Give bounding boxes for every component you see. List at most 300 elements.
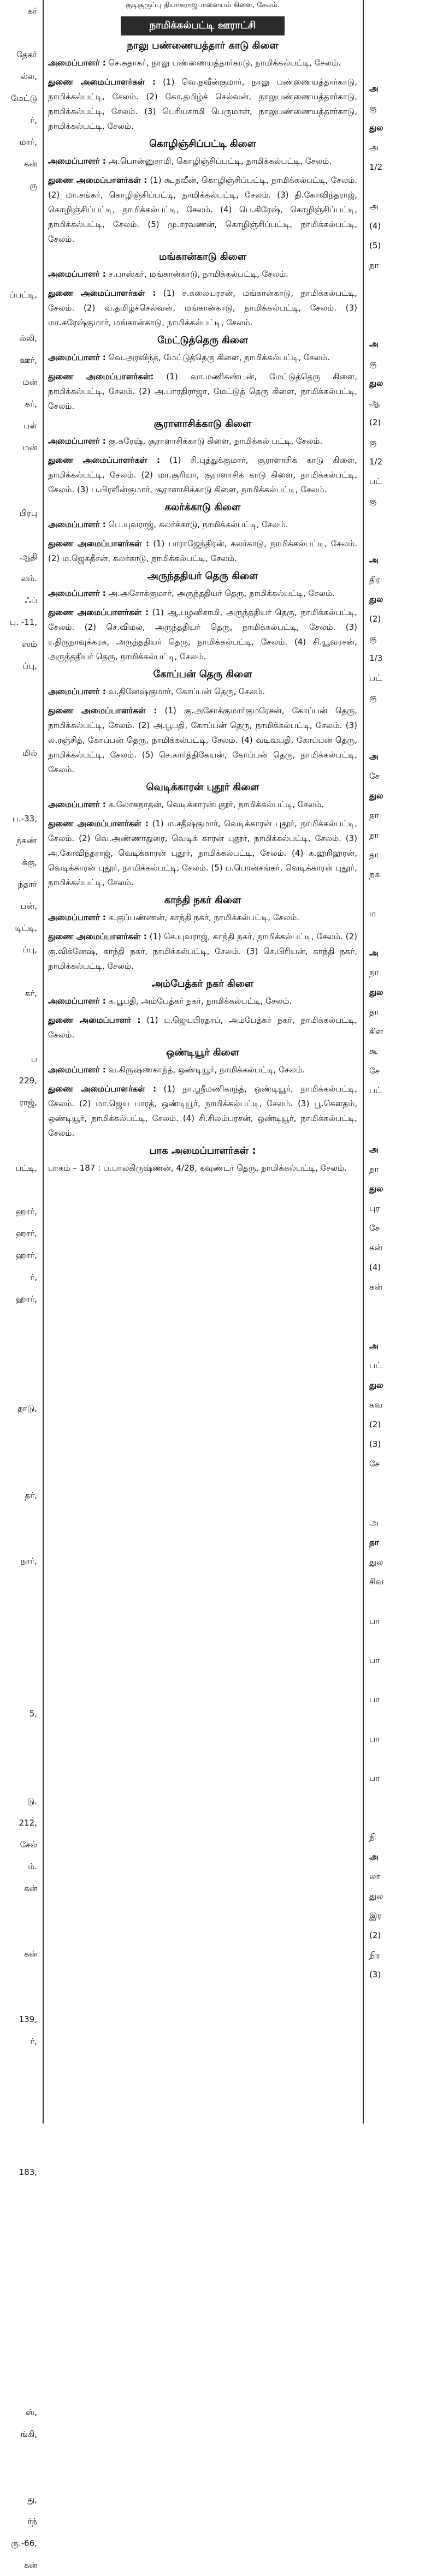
right-fragment: அ <box>369 1518 379 1528</box>
deputies-label: துணை அமைப்பாளர்கள் : <box>48 607 149 617</box>
right-fragment: துல <box>369 1891 383 1901</box>
left-fragment: ஊர், <box>20 355 37 365</box>
right-fragment: சே <box>369 771 380 781</box>
secretary-value: கு.சுரேஷ், சூராளாசிக்காடு கிளை, நாமிக்கல் பட்டி, சேலம். <box>108 436 323 446</box>
left-fragment <box>0 1463 40 1484</box>
branch-section <box>48 669 357 777</box>
right-fragment: கு <box>369 437 377 447</box>
deputies-label: துணை அமைப்பாளர்கள் : <box>48 288 156 298</box>
right-fragment: (4) <box>369 221 381 231</box>
right-fragment: அ <box>369 142 379 152</box>
left-fragment <box>0 2292 40 2314</box>
left-fragment: ஸ், <box>26 2407 37 2417</box>
left-fragment: 139, <box>19 2014 37 2024</box>
deputies-value: (1) வா.மணிகண்டன், மேட்டுத்தெரு கிளை, நாமிக்கல்பட்டி, சேலம். (2) அ.பாரதிராஜா, மேட்டுத் தெரு கிளை, நாமிக்கல்பட்டி, சேலம். <box>48 372 357 411</box>
right-fragment: சே <box>369 1066 380 1076</box>
left-fragment <box>0 1681 40 1703</box>
right-column-divider <box>363 0 364 2124</box>
branch-deputies <box>48 369 357 414</box>
right-fragment: கவ <box>369 1400 382 1410</box>
right-column-fragments <box>366 0 437 2124</box>
left-fragment <box>0 2052 40 2074</box>
branch-section <box>48 138 357 247</box>
right-fragment: நக <box>369 869 380 879</box>
left-fragment: பு. -11, <box>10 617 37 627</box>
branch-deputies <box>48 173 357 247</box>
branch-section <box>48 782 357 890</box>
right-fragment <box>366 39 437 59</box>
left-fragment <box>0 2118 40 2139</box>
branch-title: ஒண்டியூர் கிளை <box>166 1047 239 1058</box>
secretary-value: க.பூபதி, அம்பேத்கர் நகர், நாமிக்கல்பட்டி, சேலம். <box>108 996 292 1006</box>
left-fragment <box>0 1899 40 1921</box>
branch-section <box>48 978 357 1042</box>
right-fragment: அ <box>369 1852 379 1862</box>
left-fragment: ஹார், <box>16 1250 37 1260</box>
branch-deputies <box>48 453 357 497</box>
right-fragment: சே <box>369 1223 380 1233</box>
deputies-value: (1) பாராஜேந்திரன், கலர்காடு, நாமிக்கல்பட்டி, சேலம். (2) ம.ஜெகதீசன், கலர்காடு, நாமிக்கல்பட்டி, சேலம். <box>48 539 357 563</box>
right-fragment: துல <box>369 987 383 997</box>
main-column <box>48 0 357 1176</box>
right-fragment: பா <box>369 1655 380 1665</box>
right-fragment: தா <box>369 1007 379 1017</box>
left-fragment: பள் <box>23 421 37 431</box>
right-fragment <box>366 1120 437 1140</box>
left-fragment <box>0 1987 40 2008</box>
left-fragment: பன், <box>20 901 37 911</box>
right-fragment <box>366 1591 437 1611</box>
right-fragment <box>366 1316 437 1336</box>
branch-deputies <box>48 1082 357 1141</box>
right-fragment: ஆ <box>369 398 380 408</box>
deputies-label: துணை அமைப்பாளர்கள் : <box>48 1084 156 1094</box>
right-fragment <box>366 275 437 295</box>
left-fragment <box>0 1746 40 1768</box>
branch-title: மங்கான்காடு கிளை <box>159 251 246 263</box>
right-fragment: (2) <box>369 418 381 427</box>
right-fragment: துல <box>369 123 383 133</box>
left-column-fragments <box>0 0 40 2570</box>
right-fragment: பா <box>369 1734 380 1744</box>
deputies-label: துணை அமைப்பாளர்கள் : <box>48 175 147 185</box>
left-fragment <box>0 720 40 742</box>
left-fragment: ராஜ், <box>19 1098 37 1107</box>
right-fragment: அ <box>369 752 379 761</box>
left-fragment: ந்கண் <box>16 836 37 845</box>
left-fragment <box>0 1921 40 1943</box>
right-fragment: துல <box>369 1557 383 1567</box>
left-fragment: 229, <box>19 1076 37 1086</box>
left-fragment <box>0 2314 40 2336</box>
left-fragment: ப <box>31 1054 37 1064</box>
deputies-label: துணை அமைப்பாளர் : <box>48 1015 141 1025</box>
right-fragment: அ <box>369 948 379 958</box>
left-fragment <box>0 1615 40 1637</box>
branch-sections <box>48 40 357 1141</box>
left-fragment <box>0 1026 40 1048</box>
secretary-label: அமைப்பாளர் : <box>48 58 106 68</box>
secretary-value: வெ.அரவிந்த், மேட்டுத்தெரு கிளை, நாமிக்கல்பட்டி, சேலம். <box>108 353 330 362</box>
left-fragment: கர், <box>25 988 37 998</box>
branch-secretary <box>48 350 357 365</box>
branch-secretary <box>48 586 357 601</box>
right-fragment <box>366 1631 437 1650</box>
right-fragment <box>366 314 437 334</box>
secretary-label: அமைப்பாளர் : <box>48 687 106 696</box>
deputies-value: (1) ம.சதீஷ்குமார், வெடிக்காரன் புதூர், நாமிக்கல்பட்டி, சேலம். (2) வெ.அண்ணாதுரை, வெடிக் காரன் புதூர், நாமிக்கல்பட்டி, சேலம். (3) அ.கோவிந்தராஜ், வெடிக்காரன் புதூர், நாமிக்கல்பட்டி, சேலம். (4) க.ஹரிஹரன், வெடிக்காரன் புதூர், நாமிக்கல்பட்டி, சேலம். (5) ப.பொன்சங்கர், வெடிக்காரன் புதூர், நாமிக்கல்பட்டி, சேலம். <box>48 819 357 887</box>
right-fragment: பட் <box>369 1086 382 1095</box>
left-fragment: ரு <box>29 181 37 190</box>
deputies-value: (1) கூ.நவீன், கொழிஞ்சிப்பட்டி, நாமிக்கல்பட்டி, சேலம். (2) மா.சங்கர், கொழிஞ்சிப்பட்டி, நாமிக்கல்பட்டி, சேலம். (3) தி.கோவிந்தராஜ், கொழிஞ்சிப்பட்டி, நாமிக்கல்பட்டி, சேலம். (4) பெ.கிரேஷ், கொழிஞ்சிப்பட்டி, நாமிக்கல்பட்டி, சேலம். (5) மு.சரவணன், கொழிஞ்சிப்பட்டி, நாமிக்கல்பட்டி, சேலம். <box>48 175 357 244</box>
right-fragment: அ <box>369 339 379 349</box>
branch-title: கொழிஞ்சிப்பட்டி கிளை <box>149 138 256 150</box>
left-fragment: கன் <box>23 1883 37 1893</box>
deputies-label: துணை அமைப்பாளர்கள் : <box>48 77 156 87</box>
left-fragment <box>0 306 40 327</box>
left-fragment: ங்கி, <box>20 2429 37 2439</box>
secretary-label: அமைப்பாளர் : <box>48 913 106 922</box>
left-fragment: ர், <box>30 115 37 125</box>
right-fragment: கு <box>369 693 377 702</box>
secretary-value: க.குப்பண்ணன், காந்தி நகர், நாமிக்கல்பட்டி, சேலம். <box>108 913 300 922</box>
left-fragment: 5, <box>29 1709 37 1719</box>
left-fragment: ஹார், <box>16 1294 37 1304</box>
right-fragment: கன் <box>369 1282 383 1292</box>
branch-deputies <box>48 286 357 330</box>
left-fragment <box>0 699 40 720</box>
right-fragment: பட் <box>369 476 382 486</box>
left-fragment <box>0 2380 40 2401</box>
right-fragment: கு <box>369 496 377 506</box>
right-fragment: துல <box>369 378 383 388</box>
right-fragment <box>366 1474 437 1493</box>
left-fragment: ந்தார் <box>17 879 37 889</box>
left-fragment <box>0 218 40 240</box>
left-fragment <box>0 2096 40 2118</box>
left-fragment <box>0 1113 40 1135</box>
branch-secretary <box>48 994 357 1009</box>
deputies-value: (1) ஆ.பழனிசாமி, அருந்ததியர் தெரு, நாமிக்கல்பட்டி, சேலம். (2) செ.விமல், அருந்ததியர் தெரு, நாமிக்கல்பட்டி, சேலம். (3) ர.திருநாவுக்கரசு, அருந்ததியர் தெரு, நாமிக்கல்பட்டி, சேலம். (4) சி.யூவரசன், அருந்ததியர் தெரு, நாமிக்கல்பட்டி, சேலம். <box>48 607 357 661</box>
left-fragment: கர் <box>27 6 37 16</box>
branch-section <box>48 1047 357 1141</box>
left-fragment: கன் <box>23 1949 37 1959</box>
right-fragment: நா <box>369 1164 379 1174</box>
right-fragment: நிர <box>369 1950 381 1960</box>
branch-deputies <box>48 929 357 974</box>
right-fragment <box>366 1788 437 1808</box>
left-fragment: ஃப் <box>25 595 37 605</box>
branch-section <box>48 335 357 414</box>
left-fragment: மேட்டு <box>10 93 37 103</box>
branch-secretary <box>48 434 357 449</box>
left-fragment <box>0 2445 40 2467</box>
right-fragment <box>366 1100 437 1120</box>
right-fragment <box>366 0 437 20</box>
left-fragment <box>0 1179 40 1201</box>
right-fragment <box>366 177 437 196</box>
left-fragment: 183, <box>19 2167 37 2177</box>
left-fragment <box>0 22 40 44</box>
left-fragment <box>0 1506 40 1528</box>
right-fragment: பா <box>369 1695 380 1704</box>
right-fragment: பட் <box>369 673 382 683</box>
left-fragment <box>0 240 40 262</box>
left-fragment <box>0 961 40 982</box>
right-fragment: (4) <box>369 1262 381 1272</box>
left-fragment: கர், <box>25 399 37 409</box>
left-fragment: ம். <box>28 1862 37 1871</box>
left-fragment: லம். <box>21 574 37 583</box>
left-fragment: நார், <box>20 1556 37 1566</box>
right-fragment: கன் <box>369 1243 383 1253</box>
deputies-label: துணை அமைப்பாளர்கள் : <box>48 706 157 715</box>
branch-section <box>48 895 357 974</box>
left-fragment <box>0 1135 40 1157</box>
branch-deputies <box>48 75 357 134</box>
branch-deputies <box>48 1013 357 1042</box>
right-fragment: 1/3 <box>369 653 383 663</box>
deputies-value: (1) கு.அசோக்குமார்குமரேசன், கோப்பன் தெரு, நாமிக்கல்பட்டி, சேலம். (2) அ.பூபதி, கோப்பன் தெரு, நாமிக்கல்பட்டி, சேலம். (3) ல.ரஞ்சித், கோப்பன் தெரு, நாமிக்கல்பட்டி, சேலம். (4) வடிவபதி, கோப்பன் தெரு, நாமிக்கல்பட்டி, சேலம். (5) செ.கார்த்திகேயன், கோப்பன் தெரு, நாமிக்கல்பட்டி, சேலம். <box>48 706 357 774</box>
secretary-value: ச.பாஸ்கர், மங்கான்காடு, நாமிக்கல்பட்டி, சேலம். <box>108 269 288 279</box>
branch-secretary <box>48 684 357 699</box>
right-fragment: துல <box>369 1380 383 1390</box>
secretary-value: வ.தினேஷ்குமார், கோப்பன் தெரு, சேலம். <box>108 687 265 696</box>
right-fragment <box>366 59 437 79</box>
branch-section <box>48 570 357 664</box>
left-fragment <box>0 1572 40 1594</box>
left-fragment: தர், <box>25 1490 37 1500</box>
branch-secretary <box>48 267 357 282</box>
left-fragment <box>0 764 40 786</box>
right-fragment: அ <box>369 555 379 565</box>
right-fragment: ம <box>369 909 376 919</box>
left-column-divider <box>43 0 44 2124</box>
left-fragment: மார், <box>19 137 37 147</box>
secretary-value: வ.கிருஷ்ணகாந்த், ஒண்டியூர், நாமிக்கல்பட்டி, சேலம். <box>108 1065 305 1075</box>
left-fragment <box>0 262 40 284</box>
right-fragment <box>366 1493 437 1513</box>
left-fragment <box>0 1725 40 1746</box>
branch-secretary <box>48 797 357 812</box>
branch-section <box>48 418 357 497</box>
right-fragment: அ <box>369 1341 379 1351</box>
right-fragment <box>366 1670 437 1690</box>
right-fragment: சே <box>369 1459 380 1469</box>
right-fragment <box>366 530 437 550</box>
right-fragment: நா <box>369 260 379 270</box>
left-fragment: ஆதி <box>20 552 37 562</box>
left-fragment <box>0 1419 40 1441</box>
branch-secretary <box>48 1063 357 1077</box>
booth-organizer-line: பாகம் – 187 : ப.பாலகிருஷ்ணன், 4/28, கவுண்டர் தெரு, நாமிக்கல்பட்டி, சேலம். <box>48 1163 347 1173</box>
secretary-label: அமைப்பாளர் : <box>48 1065 106 1075</box>
left-fragment <box>0 524 40 546</box>
right-fragment: தா <box>369 850 379 860</box>
left-fragment <box>0 2249 40 2270</box>
left-fragment <box>0 2183 40 2205</box>
top-carryover-text: குடிசூருப்பு தியாகராஜபாளையம் கிளை, சேலம். <box>125 1 280 9</box>
left-fragment <box>0 2139 40 2161</box>
left-fragment: ஸம் <box>21 639 37 649</box>
left-fragment: 212, <box>19 1818 37 1828</box>
left-fragment: ர்ந் <box>27 2517 37 2526</box>
left-fragment: மன் <box>22 443 37 452</box>
right-fragment <box>366 884 437 904</box>
right-fragment <box>366 20 437 39</box>
left-fragment <box>0 196 40 218</box>
branch-title: காந்தி நகர் கிளை <box>164 895 241 906</box>
right-fragment: கிள <box>369 1027 383 1036</box>
left-fragment: தாடு, <box>17 1403 37 1413</box>
right-fragment: துல <box>369 791 383 801</box>
right-fragment: 1/2 <box>369 457 383 467</box>
branch-secretary <box>48 517 357 532</box>
secretary-value: அ.அசோக்குமார், அருந்ததியர் தெரு, நாமிக்கல்பட்டி, சேலம். <box>108 588 335 598</box>
right-fragment: புர <box>369 1203 380 1213</box>
right-fragment <box>366 1297 437 1316</box>
left-fragment: பட்டி, <box>15 1163 37 1173</box>
left-fragment: ரு.-66, <box>11 2538 37 2548</box>
right-fragment <box>366 1749 437 1768</box>
left-fragment <box>0 1004 40 1026</box>
left-fragment: சேல் <box>20 1840 37 1850</box>
right-fragment: லா <box>369 1871 381 1881</box>
branch-title: கோப்பன் தெரு கிளை <box>153 669 252 680</box>
branch-secretary <box>48 910 357 925</box>
right-fragment: (2) <box>369 1420 381 1429</box>
right-fragment: அ <box>369 84 379 93</box>
left-fragment: பிரபு <box>19 508 37 518</box>
left-fragment: து, <box>27 2495 37 2505</box>
branch-secretary <box>48 154 357 169</box>
deputies-label: துணை அமைப்பாளர்கள் : <box>48 455 161 465</box>
secretary-label: அமைப்பாளர் : <box>48 588 106 598</box>
right-fragment: அ <box>369 201 379 211</box>
left-fragment: ஹார், <box>16 1229 37 1238</box>
left-fragment <box>0 786 40 808</box>
branch-title: நாலு பண்ணையத்தார் காடு கிளை <box>127 40 279 51</box>
left-fragment: டு. <box>27 1796 37 1806</box>
left-fragment: கன் <box>23 159 37 169</box>
deputies-value: (1) ப.ஜெயபிரதாப், அம்பேத்கர் நகர், நாமிக்கல்பட்டி, சேலம். <box>48 1015 357 1040</box>
right-fragment: கு <box>369 359 377 368</box>
deputies-value: (1) வெ.நவீன்குமார், நாலு பண்ணையத்தார்காடு, நாமிக்கல்பட்டி, சேலம். (2) கோ.தமிழ்ச் செல்வன், நாலுபண்ணையத்தார்காடு, நாமிக்கல்பட்டி, சேலம். (3) பெரியசாமி பெருமாள், நாலுபண்ணையத்தார்காடு, நாமிக்கல்பட்டி, சேலம். <box>48 77 357 131</box>
panchayat-header: நாமிக்கல்பட்டி ஊராட்சி <box>121 16 285 35</box>
branch-title: கலர்க்காடு கிளை <box>164 502 241 513</box>
secretary-value: செ.சுதாகர், நாலு பண்ணையத்தார்காடு, நாமிக்கல்பட்டி, சேலம். <box>108 58 341 68</box>
left-fragment <box>0 2358 40 2380</box>
right-fragment: (3) <box>369 1970 381 1979</box>
left-fragment: ல்ல, <box>21 71 37 81</box>
right-fragment: (2) <box>369 614 381 624</box>
left-fragment <box>0 2336 40 2358</box>
left-fragment: மன் <box>22 377 37 387</box>
deputies-label: துணை அமைப்பாளர்கள் : <box>48 932 147 941</box>
left-fragment: ப்பட்டி, <box>9 290 37 300</box>
left-fragment <box>0 677 40 699</box>
right-fragment: பா <box>369 1616 380 1626</box>
branch-title: சூராளாசிக்காடு கிளை <box>153 418 252 430</box>
left-fragment: தேகர் <box>16 50 37 59</box>
left-fragment: க்கு, <box>22 857 37 867</box>
left-fragment <box>0 1353 40 1375</box>
right-fragment: பா <box>369 1773 380 1783</box>
left-fragment: ப.-33, <box>12 814 37 824</box>
right-fragment <box>366 707 437 727</box>
right-fragment: தா <box>369 1537 379 1547</box>
branch-section <box>48 251 357 330</box>
right-fragment: இர <box>369 1911 382 1921</box>
right-fragment <box>366 511 437 530</box>
right-fragment: சிவ <box>369 1577 384 1587</box>
right-fragment: திர <box>369 575 381 585</box>
right-fragment: துல <box>369 1184 383 1194</box>
secretary-label: அமைப்பாளர் : <box>48 269 106 279</box>
booth-organizers-title: பாக அமைப்பாளர்கள் : <box>149 1145 256 1156</box>
left-fragment <box>0 1594 40 1615</box>
right-fragment <box>366 727 437 747</box>
left-fragment <box>0 1659 40 1681</box>
right-fragment <box>366 1808 437 1827</box>
left-fragment <box>0 2270 40 2292</box>
branch-title: அம்பேத்கர் நகர் கிளை <box>151 978 254 989</box>
deputies-label: துணை அமைப்பாளர்கள்: <box>48 372 154 381</box>
right-fragment: நா <box>369 968 379 977</box>
left-fragment: கன் <box>23 2560 37 2570</box>
secretary-label: அமைப்பாளர் : <box>48 436 106 446</box>
branch-title: அருந்ததியர் தெரு கிளை <box>147 570 258 582</box>
right-fragment <box>366 923 437 943</box>
left-fragment <box>0 1441 40 1463</box>
right-fragment: (2) <box>369 1930 381 1940</box>
deputies-value: (1) நா.ஸ்ரீமணிகாந்த், ஒண்டியூர், நாமிக்கல்பட்டி, சேலம். (2) மா.ஜெய பாரத், ஒண்டியூர், நாமிக்கல்பட்டி, சேலம். (3) பூ.கௌதம், ஒண்டியூர், நாமிக்கல்பட்டி, சேலம். (4) சி.சிலம்பரசன், ஒண்டியூர், நாமிக்கல்பட்டி, சேலம். <box>48 1084 357 1138</box>
secretary-label: அமைப்பாளர் : <box>48 520 106 529</box>
left-fragment <box>0 1965 40 1987</box>
branch-secretary <box>48 56 357 70</box>
secretary-label: அமைப்பாளர் : <box>48 800 106 809</box>
deputies-value: (1) செ.யுவராஜ், காந்தி நகர், நாமிக்கல்பட்டி, சேலம். (2) கு.விக்னேஷ், காந்தி நகர், நாமிக்கல்பட்டி, சேலம். (3) செ.பிரியன், காந்தி நகர், நாமிக்கல்பட்டி, சேலம். <box>48 932 357 971</box>
right-fragment: அ <box>369 1144 379 1154</box>
left-fragment <box>0 1310 40 1332</box>
right-fragment <box>366 295 437 314</box>
left-fragment <box>0 2205 40 2227</box>
left-fragment <box>0 1332 40 1353</box>
left-fragment <box>0 2227 40 2249</box>
left-fragment <box>0 2467 40 2489</box>
left-fragment: ப்பு, <box>22 945 37 955</box>
right-fragment: நி <box>369 1832 376 1842</box>
left-fragment: ர், <box>30 1272 37 1282</box>
left-fragment: மில் <box>22 748 37 758</box>
secretary-label: அமைப்பாளர் : <box>48 156 106 166</box>
right-fragment: கூ <box>369 1046 378 1056</box>
branch-deputies <box>48 536 357 566</box>
branch-deputies <box>48 816 357 890</box>
branch-title: வெடிக்காரன் புதூர் கிளை <box>146 782 259 793</box>
left-fragment: ப்பு, <box>22 661 37 671</box>
left-fragment: டிட்டி, <box>15 923 37 933</box>
branch-deputies <box>48 605 357 664</box>
left-fragment <box>0 480 40 502</box>
right-fragment: தா <box>369 810 379 820</box>
branch-section <box>48 502 357 566</box>
deputies-label: துணை அமைப்பாளர்கள் : <box>48 539 150 548</box>
left-fragment <box>0 458 40 480</box>
secretary-value: க.லோகநாதன், வெடிக்காரன்புதூர், நாமிக்கல்பட்டி, சேலம். <box>108 800 324 809</box>
branch-deputies <box>48 703 357 777</box>
left-fragment <box>0 1637 40 1659</box>
